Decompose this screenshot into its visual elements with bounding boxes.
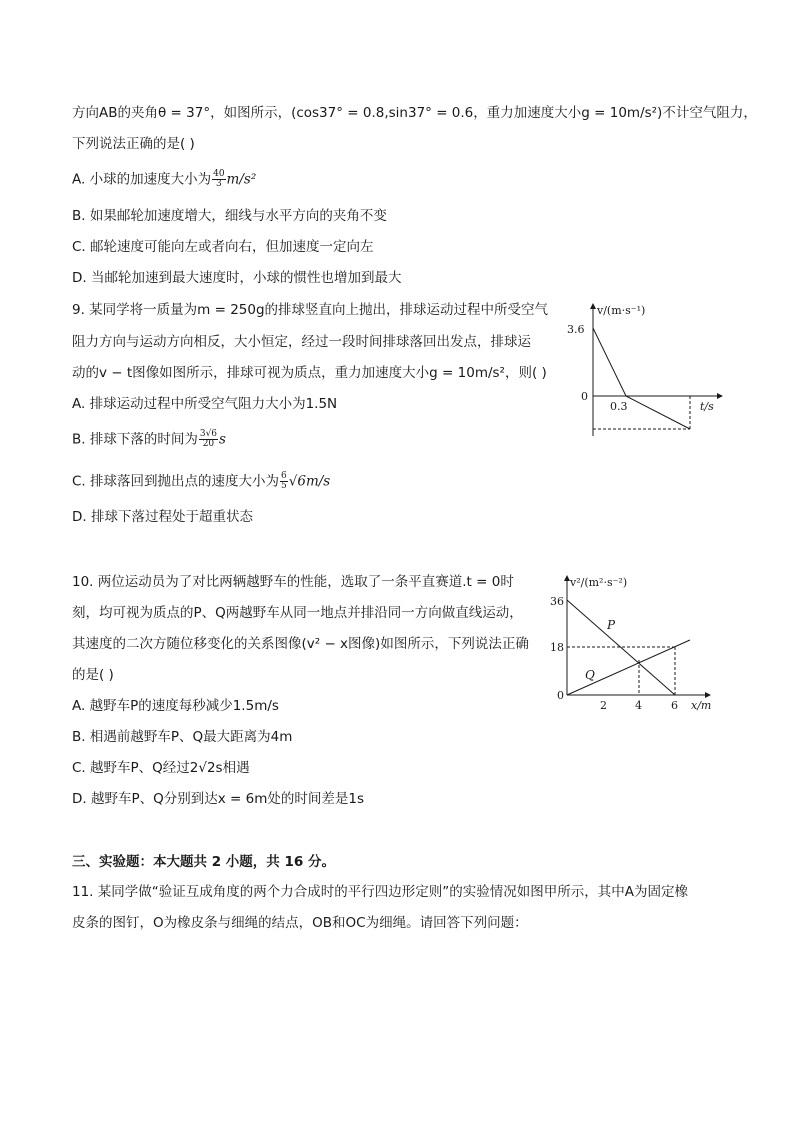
q10-y-label: v²/(m²·s⁻²) [570,576,628,589]
q10-x-tick-2: 2 [600,699,607,712]
q8-option-c: C. 邮轮速度可能向左或者向右，但加速度一定向左 [72,239,374,255]
q10-option-b: B. 相遇前越野车P、Q最大距离为4m [72,729,293,745]
q8-option-a [72,170,256,189]
q10-option-c: C. 越野车P、Q经过2√2s相遇 [72,760,250,776]
q9-x-label: t/s [700,400,714,413]
q8-option-a-text: A. 小球的加速度大小为 [72,171,212,188]
q9-y-tick: 3.6 [567,323,585,336]
q11-stem-line2: 皮条的图钉，O为橡皮条与细绳的结点，OB和OC为细绳。请回答下列问题： [72,915,528,931]
q9-stem-line2: 阻力方向与运动方向相反，大小恒定，经过一段时间排球落回出发点，排球运 [72,334,531,350]
q9-down-segment [626,396,690,429]
q10-x-tick-4: 4 [635,699,642,712]
q8-option-a-fraction: $\frac{40}{3}$ [213,169,225,189]
q9-y-label: v/(m·s⁻¹) [597,304,646,317]
q9-up-segment [593,328,626,396]
q11-stem-line1: 11. 某同学做“验证互成角度的两个力合成时的平行四边形定则”的实验情况如图甲所示，其中A为固定橡 [72,884,688,900]
q10-option-a: A. 越野车P的速度每秒减少1.5m/s [72,698,279,714]
q9-stem-line3: 动的v − t图像如图所示，排球可视为质点，重力加速度大小g = 10m/s²，则( ) [72,365,547,381]
q8-stem-line2: 下列说法正确的是( ) [72,136,195,152]
q9-option-c-text: C. 排球落回到抛出点的速度大小为 [72,473,280,490]
q8-stem-line1: 方向AB的夹角θ = 37°，如图所示，(cos37° = 0.8,sin37° = 0.6，重力加速度大小g = 10m/s²)不计空气阻力， [72,105,757,121]
q10-stem-line2: 刻，均可视为质点的P、Q两越野车从同一地点并排沿同一方向做直线运动， [72,605,523,621]
q10-x-tick-6: 6 [671,699,678,712]
q8-option-d: D. 当邮轮加速到最大速度时，小球的惯性也增加到最大 [72,270,402,286]
q10-origin: 0 [557,689,564,702]
q9-option-b-text: B. 排球下落的时间为 [72,431,198,448]
q8-option-a-unit: m/s² [226,171,257,188]
q10-stem-line3: 其速度的二次方随位移变化的关系图像(v² − x图像)如图所示，下列说法正确 [72,636,529,652]
q9-option-c-unit: √6m/s [288,473,331,490]
q9-origin: 0 [581,390,588,403]
q10-v2x-graph [540,570,730,715]
q9-option-b [72,430,226,449]
q10-x-label: x/m [691,699,712,712]
q9-option-d: D. 排球下落过程处于超重状态 [72,509,253,525]
q9-option-b-fraction: $\frac{3√6}{20}$ [199,429,218,449]
q9-option-b-unit: s [219,431,226,448]
section-3-heading: 三、实验题：本大题共 2 小题，共 16 分。 [72,854,335,870]
q9-option-c [72,472,330,491]
q9-option-c-fraction: $\frac{6}{5}$ [281,471,287,491]
q10-label-q: Q [585,668,595,682]
q10-y-tick-36: 36 [550,595,564,608]
q9-option-a: A. 排球运动过程中所受空气阻力大小为1.5N [72,396,338,412]
q9-vt-graph [560,298,730,443]
q10-stem-line1: 10. 两位运动员为了对比两辆越野车的性能，选取了一条平直赛道.t = 0时 [72,574,514,590]
q10-label-p: P [607,618,616,632]
q10-option-d: D. 越野车P、Q分别到达x = 6m处的时间差是1s [72,791,364,807]
q8-option-b: B. 如果邮轮加速度增大，细线与水平方向的夹角不变 [72,208,387,224]
q9-x-tick: 0.3 [610,400,628,413]
q10-stem-line4: 的是( ) [72,667,114,683]
q9-stem-line1: 9. 某同学将一质量为m = 250g的排球竖直向上抛出，排球运动过程中所受空气 [72,302,549,318]
q10-y-tick-18: 18 [550,641,564,654]
